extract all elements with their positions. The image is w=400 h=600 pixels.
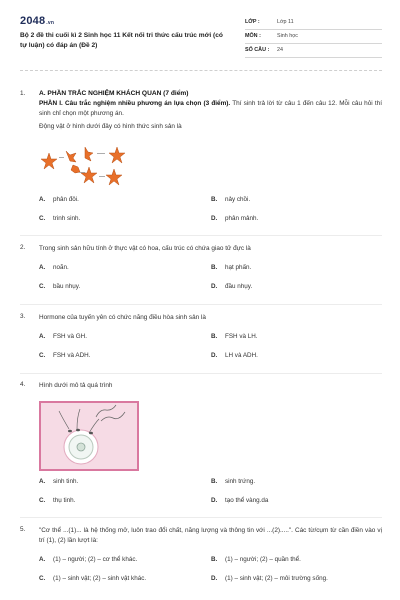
option-b[interactable] (211, 264, 251, 273)
logo-sub: .vn (46, 20, 55, 26)
document-header (20, 14, 382, 62)
options-q4 (39, 478, 382, 508)
question-number: 1. (20, 90, 26, 97)
part-label: PHẦN I. (39, 99, 63, 107)
option-letter: C. (39, 283, 46, 290)
meta-key: MÔN : (245, 32, 261, 39)
starfish-shape (81, 167, 97, 183)
question-text: Hormone của tuyến yên có chức năng điều hòa sinh sản là (39, 314, 206, 321)
option-b[interactable] (211, 556, 301, 565)
meta-row-subject (245, 30, 382, 44)
option-c[interactable] (39, 215, 80, 224)
meta-value: Lớp 11 (277, 18, 294, 25)
option-c[interactable] (39, 352, 90, 361)
option-b[interactable] (211, 196, 250, 205)
option-letter: D. (211, 352, 218, 359)
site-logo[interactable] (20, 14, 54, 29)
fertilization-image (39, 401, 139, 471)
option-letter: A. (39, 478, 46, 485)
option-letter: D. (211, 575, 218, 582)
option-text: sinh tinh. (53, 478, 79, 485)
meta-row-class (245, 16, 382, 30)
meta-value: 24 (277, 46, 283, 53)
question-body (39, 381, 382, 391)
nucleus (77, 443, 85, 451)
options-q1 (39, 196, 382, 226)
sperm-tail (89, 419, 99, 433)
question-body (39, 90, 382, 132)
starfish-image (39, 145, 139, 190)
part-instruction: Thí sinh trả lời từ câu 1 đến câu 12. Mỗi câu hỏi thí sinh chỉ chọn một phương án. (39, 99, 382, 117)
option-a[interactable] (39, 556, 137, 565)
sperm-head (89, 432, 93, 435)
option-text: bầu nhụy. (53, 283, 81, 290)
question-text: Hình dưới mô tả quá trình (39, 382, 113, 389)
question-number: 3. (20, 313, 26, 320)
option-text: sinh trứng. (225, 478, 256, 485)
options-q3 (39, 333, 382, 363)
option-c[interactable] (39, 497, 75, 506)
option-text: (1) – sinh vật; (2) – môi trường sống. (225, 575, 328, 582)
question-separator (20, 235, 382, 236)
question-text: "Cơ thể ...(1)... là hệ thống mở, luôn trao đổi chất, năng lượng và thông tin với ...(2).....". Các từ/cụm từ cần điền vào vị trí (1), (2) lần lượt là: (39, 527, 382, 544)
sperm-tail (77, 409, 80, 429)
option-text: hạt phấn. (225, 264, 252, 271)
section-title: A. PHẦN TRẮC NGHIỆM KHÁCH QUAN (7 điểm) (39, 90, 189, 97)
header-divider (20, 70, 382, 71)
question-text: Động vật ở hình dưới đây có hình thức sinh sản là (39, 122, 182, 130)
question-number: 5. (20, 526, 26, 533)
option-text: trinh sinh. (53, 215, 81, 222)
question-separator (20, 304, 382, 305)
meta-key: LỚP : (245, 18, 260, 25)
document-title: Bộ 2 đề thi cuối kì 2 Sinh học 11 Kết nối tri thức cấu trúc mới (có tự luận) có đáp án (Đề 2) (20, 32, 223, 49)
option-letter: C. (39, 575, 46, 582)
question-number: 2. (20, 244, 26, 251)
option-text: phân đôi. (53, 196, 79, 203)
option-a[interactable] (39, 264, 69, 273)
question-body (39, 244, 382, 254)
option-letter: B. (211, 264, 218, 271)
option-letter: C. (39, 215, 46, 222)
option-b[interactable] (211, 333, 258, 342)
starfish-fragment (85, 147, 93, 161)
option-text: FSH và ADH. (53, 352, 91, 359)
option-a[interactable] (39, 333, 87, 342)
options-q2 (39, 264, 382, 294)
option-text: (1) – sinh vật; (2) – sinh vật khác. (53, 575, 147, 582)
part-description (39, 99, 382, 119)
options-q5 (39, 556, 382, 586)
option-c[interactable] (39, 575, 146, 584)
option-text: thụ tinh. (53, 497, 76, 504)
option-d[interactable] (211, 352, 258, 361)
option-text: đầu nhụy. (225, 283, 253, 290)
option-letter: C. (39, 352, 46, 359)
starfish-fragment (66, 151, 76, 162)
question-separator (20, 517, 382, 518)
option-text: tạo thể vàng.da (225, 497, 269, 504)
option-letter: A. (39, 196, 46, 203)
logo-main: 2048 (20, 15, 46, 27)
starfish-shape (41, 153, 57, 169)
option-letter: B. (211, 333, 218, 340)
sperm-head (76, 429, 80, 432)
option-d[interactable] (211, 497, 268, 506)
meta-row-count (245, 44, 382, 58)
option-letter: A. (39, 333, 46, 340)
option-letter: B. (211, 196, 218, 203)
option-letter: D. (211, 283, 218, 290)
option-text: (1) – người; (2) – cơ thể khác. (53, 556, 138, 563)
option-text: FSH và GH. (53, 333, 87, 340)
question-body (39, 526, 382, 546)
sperm-tail (101, 412, 125, 421)
option-d[interactable] (211, 283, 252, 292)
meta-key: SỐ CÂU : (245, 46, 270, 53)
option-text: FSH và LH. (225, 333, 258, 340)
starfish-shape (109, 147, 125, 163)
sperm-tail (96, 405, 116, 417)
sperm-tail (59, 411, 69, 429)
option-letter: A. (39, 556, 46, 563)
starfish-illustration (39, 145, 139, 190)
starfish-shape (106, 169, 122, 185)
option-b[interactable] (211, 478, 255, 487)
option-letter: D. (211, 215, 218, 222)
option-c[interactable] (39, 283, 80, 292)
option-letter: B. (211, 478, 218, 485)
part-title: Câu trắc nghiệm nhiều phương án lựa chọn (3 điểm). (65, 99, 231, 107)
option-a[interactable] (39, 478, 78, 487)
option-text: noãn. (53, 264, 69, 271)
option-text: LH và ADH. (225, 352, 258, 359)
question-separator (20, 373, 382, 374)
starfish-fragment (71, 165, 80, 173)
meta-table (245, 16, 382, 58)
option-a[interactable] (39, 196, 79, 205)
question-text: Trong sinh sản hữu tính ở thực vật có hoa, cấu trúc có chứa giao tử đực là (39, 245, 251, 252)
question-number: 4. (20, 381, 26, 388)
question-body (39, 313, 382, 323)
option-d[interactable] (211, 575, 328, 584)
option-letter: C. (39, 497, 46, 504)
sperm-head (68, 430, 72, 433)
fertilization-illustration (41, 403, 137, 469)
option-text: nảy chồi. (225, 196, 251, 203)
option-letter: A. (39, 264, 46, 271)
option-text: (1) – người; (2) – quần thể. (225, 556, 301, 563)
option-d[interactable] (211, 215, 258, 224)
option-text: phân mảnh. (225, 215, 259, 222)
option-letter: D. (211, 497, 218, 504)
meta-value: Sinh học (277, 32, 298, 39)
option-letter: B. (211, 556, 218, 563)
